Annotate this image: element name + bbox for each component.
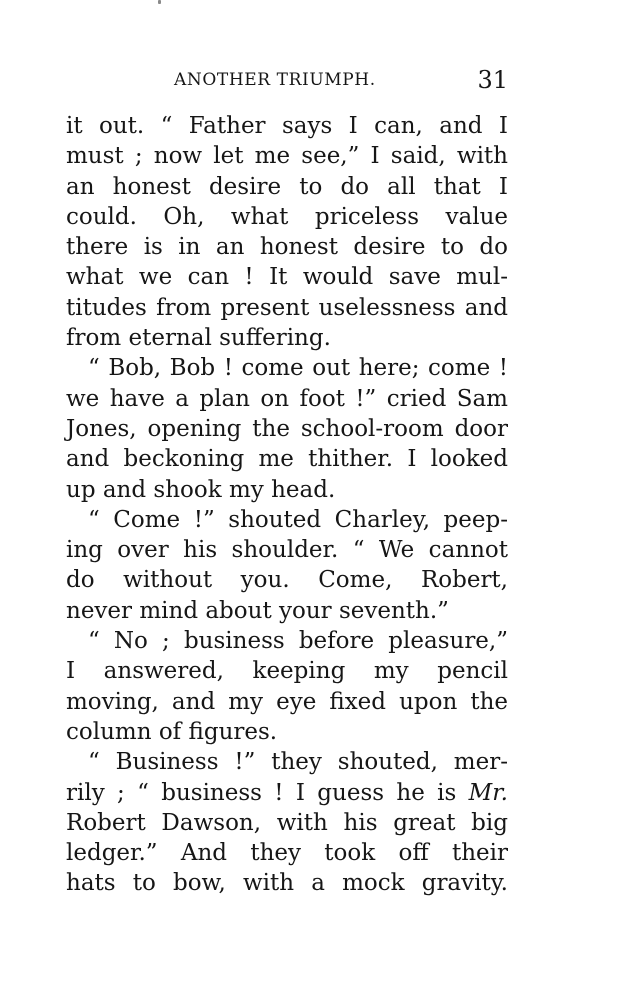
text-line: “ Bob, Bob ! come out here; come !: [88, 355, 508, 382]
text-line: titudes from present uselessness and: [66, 294, 508, 321]
text-line: an honest desire to do all that I: [66, 173, 508, 200]
text-line: do without you. Come, Robert,: [66, 567, 508, 594]
running-head: [66, 66, 508, 96]
text-line: never mind about your seventh.”: [66, 597, 449, 624]
text-line: “ Business !” they shouted, mer-: [88, 749, 508, 776]
text-line: ing over his shoulder. “ We cannot: [66, 537, 508, 564]
text-line: column of figures.: [66, 718, 278, 745]
text-line: it out. “ Father says I can, and I: [66, 113, 508, 139]
page-number: 31: [477, 66, 508, 94]
italic-word: Mr.: [468, 779, 508, 806]
text-line: Robert Dawson, with his great big: [66, 809, 508, 836]
text-line: there is in an honest desire to do: [66, 234, 508, 261]
text-line: and beckoning me thither. I looked: [66, 446, 508, 473]
text-line: from eternal suffering.: [66, 325, 331, 352]
text-line: “ Come !” shouted Charley, peep-: [88, 506, 508, 533]
text-line: Jones, opening the school-room door: [66, 415, 508, 442]
text-line: must ; now let me see,” I said, with: [66, 143, 508, 170]
body-text: [66, 111, 508, 899]
text-line: hats to bow, with a mock gravity.: [66, 870, 508, 897]
text-line: could. Oh, what priceless value: [66, 203, 508, 230]
text-line: “ No ; business before pleasure,”: [88, 628, 508, 655]
paper-speck: [158, 0, 161, 4]
text-line: I answered, keeping my pencil: [66, 658, 508, 685]
text-line: we have a plan on foot !” cried Sam: [66, 385, 508, 412]
text-line: what we can ! It would save mul-: [66, 264, 508, 291]
text-line: ledger.” And they took off their: [66, 840, 508, 867]
text-line: moving, and my eye fixed upon the: [66, 688, 508, 715]
text-line: up and shook my head.: [66, 476, 336, 503]
text-line: rily ; “ business ! I guess he is Mr.: [66, 779, 508, 806]
running-title: ANOTHER TRIUMPH.: [174, 70, 376, 90]
